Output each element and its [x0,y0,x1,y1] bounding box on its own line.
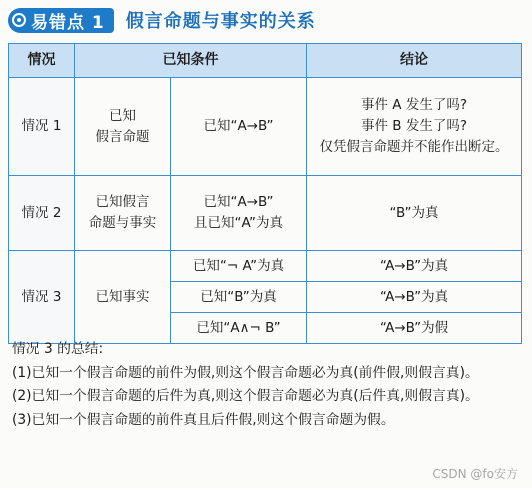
table-row [9,78,522,176]
table-header-row [9,44,522,78]
header-conclusion: 结论 [307,44,522,78]
known-cell [75,176,171,251]
known-line: 已知假言 [95,194,150,210]
summary-block [12,338,524,432]
conclusion-cell [307,78,522,176]
situation-cell: 情况 3 [9,251,75,344]
condition-cell: 已知“A∧¬ B” [171,313,307,344]
condition-line: 已知“A→B” [203,194,274,210]
condition-cell [171,78,307,176]
condition-line: 已知“A→B” [203,118,274,134]
conclusion-line: 事件 A 发生了吗? [361,97,467,113]
section-title: 假言命题与事实的关系 [125,11,316,32]
header-situation: 情况 [9,44,75,78]
relation-table [8,43,522,344]
watermark: CSDN @fo安方 [432,467,518,481]
condition-cell: 已知“B”为真 [171,282,307,313]
conclusion-cell [307,176,522,251]
known-line: 命题与事实 [88,215,157,231]
conclusion-line: 仅凭假言命题并不能作出断定。 [319,139,509,155]
conclusion-cell: “A→B”为真 [307,251,522,282]
conclusion-cell: “A→B”为真 [307,282,522,313]
known-line: 假言命题 [95,128,150,145]
condition-line: 且已知“A”为真 [193,215,284,231]
known-cell [75,78,171,176]
header-known-conditions: 已知条件 [75,44,307,78]
table-row [9,176,522,251]
known-line: 已知 [109,107,136,124]
section-header [8,6,316,34]
summary-item: (3)已知一个假言命题的前件真且后件假,则这个假言命题为假。 [12,411,395,428]
badge-label: 易错点 1 [31,12,105,33]
conclusion-line: 事件 B 发生了吗? [360,118,467,134]
summary-title: 情况 3 的总结: [12,341,104,357]
known-cell: 已知事实 [75,251,171,344]
condition-cell [171,176,307,251]
situation-cell: 情况 2 [9,176,75,251]
conclusion-line: “B”为真 [389,204,439,221]
target-icon [12,13,26,27]
summary-item: (1)已知一个假言命题的前件为假,则这个假言命题必为真(前件假,则假言真)。 [12,364,479,381]
table-row [9,251,522,282]
error-point-badge [8,8,114,33]
summary-item: (2)已知一个假言命题的后件为真,则这个假言命题必为真(后件真,则假言真)。 [12,388,479,405]
situation-cell: 情况 1 [9,78,75,176]
conclusion-cell: “A→B”为假 [307,313,522,344]
condition-cell: 已知“¬ A”为真 [171,251,307,282]
